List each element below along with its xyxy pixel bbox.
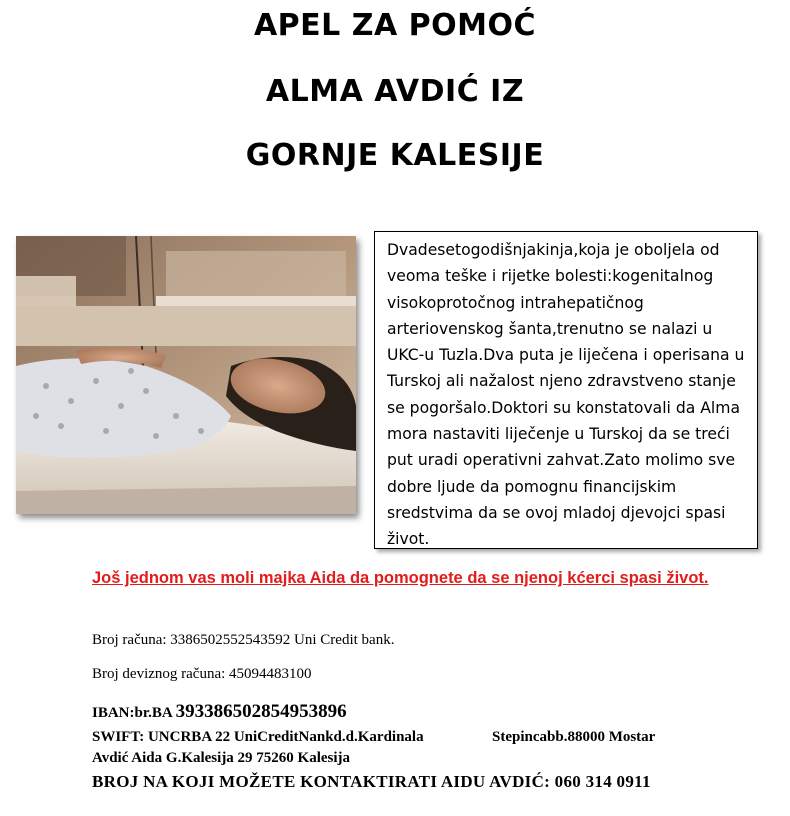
foreign-account-number: Broj deviznog računa: 45094483100 [92,666,312,682]
iban-prefix: IBAN:br.BA [92,705,176,721]
contact-line: BROJ NA KOJI MOŽETE KONTAKTIRATI AIDU AVDIĆ: 060 314 0911 [92,772,651,791]
story-text: Dvadesetogodišnjakinja,koja je oboljela od veoma teške i rijetke bolesti:kogenitalnog visokoprotočnog intrahepatičnog arteriovenskog šanta,trenutno se nalazi u UKC-u Tuzla.Dva puta je liječena i operisana u Turskoj ali nažalost njeno zdravstveno stanje se pogoršalo.Doktori su konstatovali da Alma mora nastaviti liječenje u Turskoj da se treći put uradi operativni zahvat.Zato molimo sve dobre ljude da pomognu financijskim sredstvima da se ovoj mladoj djevojci spasi život. [387,241,745,549]
swift-right: Stepincabb.88000 Mostar [492,729,656,745]
mother-appeal-text: Još jednom vas moli majka Aida da pomognete da se njenoj kćerci spasi život. [92,569,709,587]
story-textbox [374,231,758,549]
patient-photo [16,236,356,514]
title-line-3: GORNJE KALESIJE [245,138,545,173]
iban [92,701,347,723]
title-line-1: APEL ZA POMOĆ [253,8,537,43]
title-line-2: ALMA AVDIĆ IZ [265,74,525,109]
account-number: Broj računa: 3386502552543592 Uni Credit bank. [92,632,395,648]
address-line: Avdić Aida G.Kalesija 29 75260 Kalesija [92,750,351,766]
swift-line [92,729,732,746]
swift-left: SWIFT: UNCRBA 22 UniCreditNankd.d.Kardinala [92,729,424,745]
iban-number: 393386502854953896 [175,701,347,722]
